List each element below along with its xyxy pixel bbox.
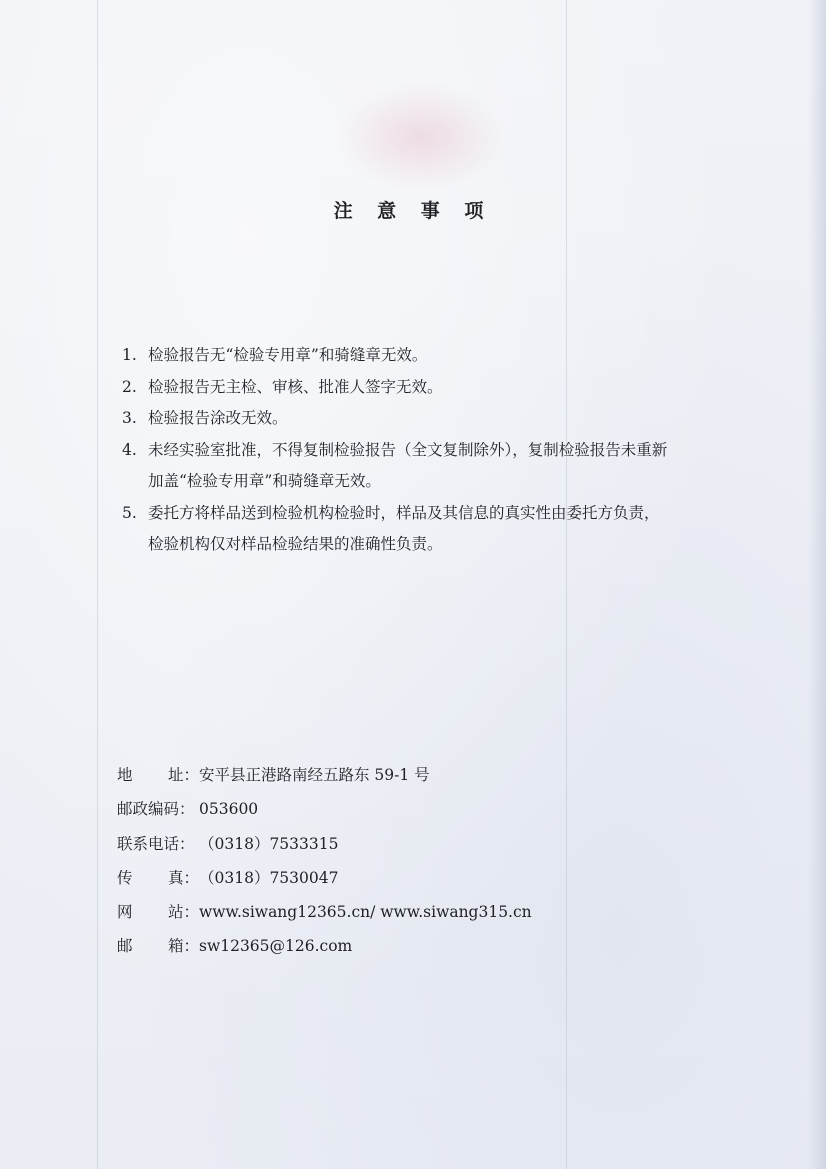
label-char: 邮 (117, 937, 133, 956)
note-line: 加盖“检验专用章”和骑缝章无效。 (148, 472, 381, 490)
contact-email (117, 929, 677, 963)
notes-list (122, 340, 742, 561)
contact-label (117, 861, 199, 895)
contact-fax (117, 861, 677, 895)
note-text (148, 372, 742, 404)
note-number: 1. (122, 346, 137, 364)
label-char: 传 (117, 868, 133, 887)
note-text (148, 340, 742, 372)
postcode-value: 053600 (199, 800, 259, 819)
note-line: 检验报告无主检、审核、批准人签字无效。 (148, 377, 443, 396)
faded-stamp-mark (336, 82, 506, 192)
label-char: 真： (167, 868, 199, 887)
contact-label (117, 758, 199, 792)
note-text (148, 403, 742, 435)
note-item-5 (122, 498, 742, 561)
note-number: 3. (122, 409, 137, 427)
address-value: 安平县正港路南经五路东 59-1 号 (199, 766, 430, 784)
note-line: 未经实验室批准，不得复制检验报告（全文复制除外），复制检验报告未重新 (148, 440, 668, 459)
fax-value: （0318）7530047 (199, 868, 339, 887)
label-char: 箱： (167, 937, 199, 956)
contact-label (117, 895, 199, 929)
note-text (148, 498, 742, 561)
note-item-1 (122, 340, 742, 372)
note-line: 检验报告无“检验专用章”和骑缝章无效。 (148, 346, 428, 364)
contact-label: 邮政编码： (117, 800, 195, 819)
note-item-4 (122, 435, 742, 498)
note-line: 检验机构仅对样品检验结果的准确性负责。 (148, 535, 443, 553)
contact-website (117, 895, 677, 929)
fold-line-right (566, 0, 567, 1169)
page-edge-shadow (808, 0, 826, 1169)
label-char: 地 (117, 766, 133, 784)
contact-block (117, 758, 677, 964)
email-value: sw12365@126.com (199, 937, 353, 956)
label-char: 网 (117, 903, 133, 922)
contact-label (117, 929, 199, 963)
website-value: www.siwang12365.cn/ www.siwang315.cn (199, 903, 532, 922)
phone-value: （0318）7533315 (199, 834, 339, 853)
note-item-3 (122, 403, 742, 435)
contact-label: 联系电话： (117, 834, 195, 853)
note-text (148, 435, 742, 498)
note-line: 委托方将样品送到检验机构检验时，样品及其信息的真实性由委托方负责， (148, 503, 660, 522)
page-title: 注 意 事 项 (333, 200, 493, 222)
note-number: 2. (122, 377, 137, 396)
contact-postcode (117, 792, 677, 826)
note-item-2 (122, 372, 742, 404)
contact-address (117, 758, 677, 792)
contact-phone (117, 827, 677, 861)
label-char: 址： (167, 766, 199, 784)
fold-line-left (97, 0, 98, 1169)
note-number: 5. (122, 503, 137, 522)
note-line: 检验报告涂改无效。 (148, 409, 288, 427)
label-char: 站： (167, 903, 199, 922)
note-number: 4. (122, 440, 137, 459)
